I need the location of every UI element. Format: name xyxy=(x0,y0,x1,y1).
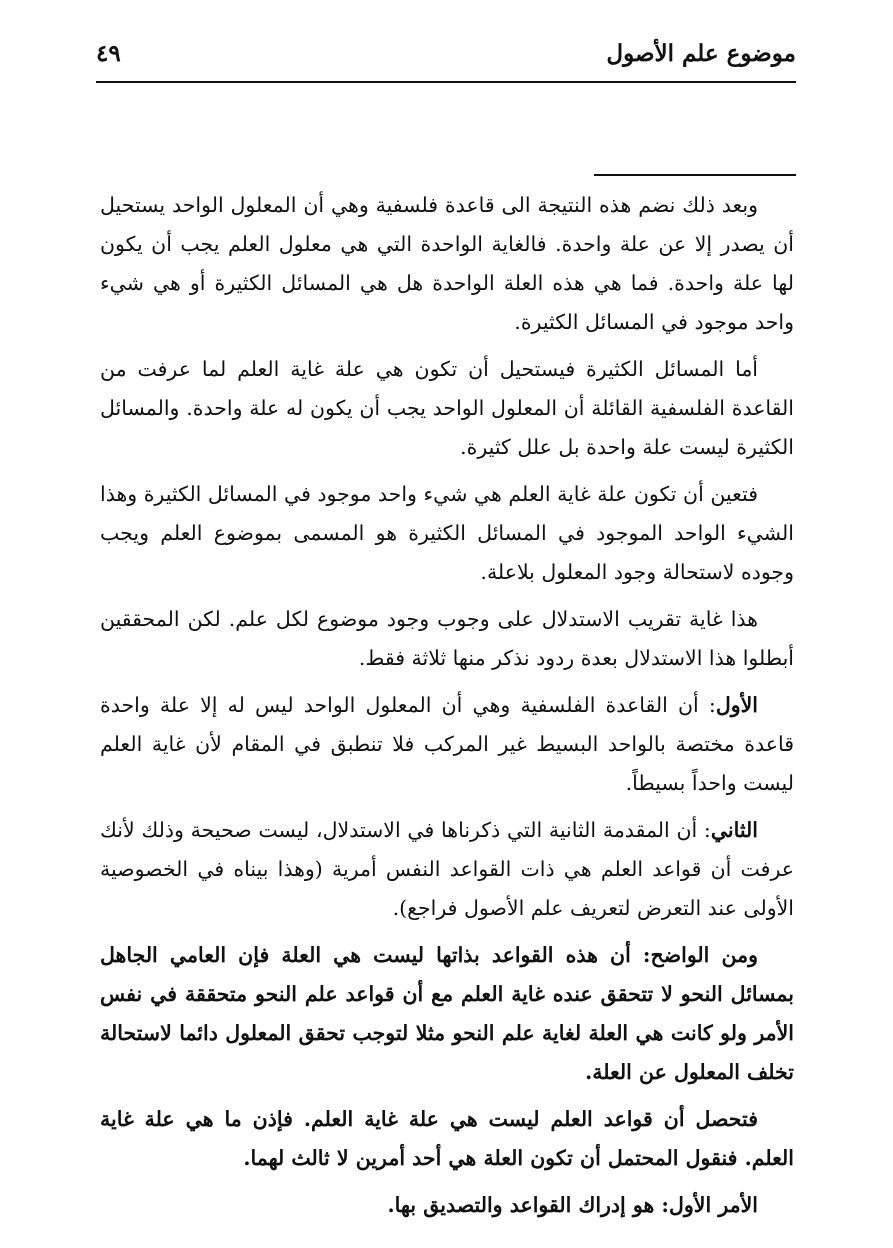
paragraph-text: أما المسائل الكثيرة فيستحيل أن تكون هي علة غاية العلم لما عرفت من القاعدة الفلسفية القائلة أن المعلول الواحد يجب أن يكون له علة واحدة. والمسائل الكثيرة ليست علة واحدة بل علل كثيرة. xyxy=(100,357,794,459)
paragraph-text: فتحصل أن قواعد العلم ليست هي علة غاية العلم. فإذن ما هي علة غاية العلم. فنقول المحتمل أن تكون العلة هي أحد أمرين لا ثالث لهما. xyxy=(100,1107,794,1170)
paragraph-text: فتعين أن تكون علة غاية العلم هي شيء واحد موجود في المسائل الكثيرة وهذا الشيء الواحد الموجود في المسائل الكثيرة هو المسمى بموضوع العلم ويجب وجوده لاستحالة وجود المعلول بلاعلة. xyxy=(100,482,794,584)
paragraph-8 xyxy=(100,1100,794,1178)
paragraph-lead: الأمر الأول xyxy=(669,1193,758,1217)
paragraph-text: هذا غاية تقريب الاستدلال على وجوب وجود موضوع لكل علم. لكن المحققين أبطلوا هذا الاستدلال بعدة ردود نذكر منها ثلاثة فقط. xyxy=(100,607,794,670)
running-title: موضوع علم الأصول xyxy=(606,40,796,67)
paragraph-4 xyxy=(100,600,794,678)
paragraph-7 xyxy=(100,936,794,1092)
paragraph-5 xyxy=(100,686,794,803)
paragraph-text: : أن هذه القواعد بذاتها ليست هي العلة فإن العامي الجاهل بمسائل النحو لا تتحقق عنده غاية العلم مع أن قواعد علم النحو متحققة في نفس الأمر ولو كانت هي العلة لغاية علم النحو مثلا لتوجب تحقق المعلول دائما لاستحالة تخلف المعلول عن العلة. xyxy=(100,943,794,1084)
paragraph-text: وبعد ذلك نضم هذه النتيجة الى قاعدة فلسفية وهي أن المعلول الواحد يستحيل أن يصدر إلا عن علة واحدة. فالغاية الواحدة التي هي معلول العلم يجب أن يكون لها علة واحدة. فما هي هذه العلة الواحدة هل هي المسائل الكثيرة أو هي شيء واحد موجود في المسائل الكثيرة. xyxy=(100,193,794,334)
paragraph-6 xyxy=(100,811,794,928)
paragraph-lead: الأول xyxy=(715,693,758,717)
paragraph-lead: الثاني xyxy=(710,818,758,842)
body-text xyxy=(100,186,794,1225)
page-header xyxy=(96,38,796,78)
paragraph-9 xyxy=(100,1186,794,1225)
section-rule xyxy=(594,174,796,176)
paragraph-text: : أن المقدمة الثانية التي ذكرناها في الاستدلال، ليست صحيحة وذلك لأنك عرفت أن قواعد العلم هي ذات القواعد النفس أمرية (وهذا بيناه في الخصوصية الأولى عند التعرض لتعريف علم الأصول فراجع). xyxy=(100,818,794,920)
header-rule xyxy=(96,81,796,83)
paragraph-lead: ومن الواضح xyxy=(650,943,758,967)
paragraph-3 xyxy=(100,475,794,592)
page-number: ٤٩ xyxy=(96,40,121,67)
paragraph-1 xyxy=(100,186,794,342)
paragraph-2 xyxy=(100,350,794,467)
paragraph-text: : أن القاعدة الفلسفية وهي أن المعلول الواحد ليس له إلا علة واحدة قاعدة مختصة بالواحد البسيط غير المركب فلا تنطبق في المقام لأن غاية العلم ليست واحداً بسيطاً. xyxy=(100,693,794,795)
paragraph-text: : هو إدراك القواعد والتصديق بها. xyxy=(387,1193,669,1217)
